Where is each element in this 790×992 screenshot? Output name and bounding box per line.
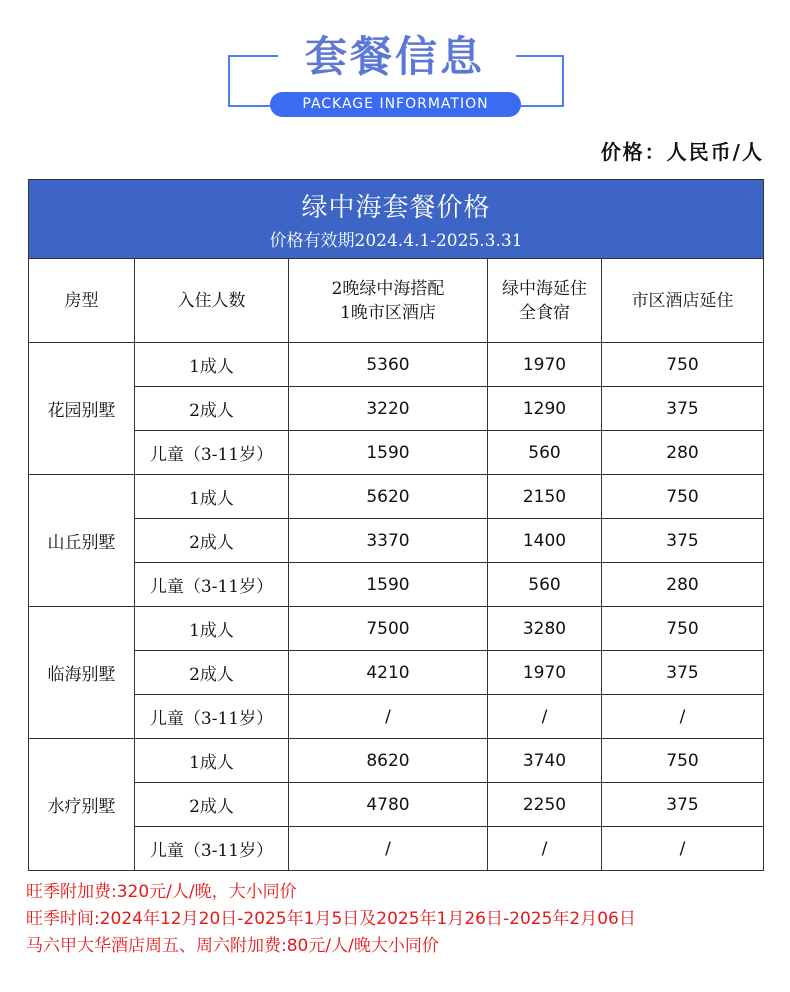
guests-cell: 2成人 — [135, 651, 289, 695]
guests-cell: 1成人 — [135, 739, 289, 783]
extend-full-board-cell: 1290 — [488, 387, 602, 431]
column-header-row — [29, 259, 764, 343]
extend-full-board-cell: 1970 — [488, 651, 602, 695]
note-peak-period: 旺季时间:2024年12月20日-2025年1月5日及2025年1月26日-2025年2月06日 — [26, 909, 636, 929]
city-hotel-cell: 375 — [602, 783, 764, 827]
extend-full-board-cell: 560 — [488, 431, 602, 475]
table-row — [29, 783, 764, 827]
city-hotel-cell: 375 — [602, 651, 764, 695]
validity-period: 价格有效期2024.4.1-2025.3.31 — [269, 231, 523, 251]
extend-full-board-cell: 2250 — [488, 783, 602, 827]
package-price-cell: / — [289, 695, 488, 739]
package-price-cell: 1590 — [289, 563, 488, 607]
col-header-package: 2晚绿中海搭配 1晚市区酒店 — [289, 259, 488, 343]
right-bracket-decoration — [516, 55, 564, 107]
table-row — [29, 739, 764, 783]
city-hotel-cell: 280 — [602, 431, 764, 475]
city-hotel-cell: 750 — [602, 343, 764, 387]
subtitle-pill: PACKAGE INFORMATION — [270, 92, 521, 117]
guests-cell: 儿童（3-11岁） — [135, 827, 289, 871]
guests-cell: 2成人 — [135, 783, 289, 827]
room-type-cell: 山丘别墅 — [29, 475, 135, 607]
table-row — [29, 827, 764, 871]
package-price-cell: 8620 — [289, 739, 488, 783]
extend-full-board-cell: 1400 — [488, 519, 602, 563]
city-hotel-cell: / — [602, 827, 764, 871]
package-price-cell: 1590 — [289, 431, 488, 475]
city-hotel-cell: 750 — [602, 607, 764, 651]
extend-full-board-cell: 3280 — [488, 607, 602, 651]
city-hotel-cell: 750 — [602, 739, 764, 783]
city-hotel-cell: 750 — [602, 475, 764, 519]
city-hotel-cell: 375 — [602, 519, 764, 563]
page-header — [0, 0, 790, 130]
guests-cell: 儿童（3-11岁） — [135, 563, 289, 607]
package-price-cell: 4780 — [289, 783, 488, 827]
table-row — [29, 563, 764, 607]
guests-cell: 2成人 — [135, 387, 289, 431]
extend-full-board-cell: 3740 — [488, 739, 602, 783]
package-price-cell: 7500 — [289, 607, 488, 651]
city-hotel-cell: / — [602, 695, 764, 739]
extend-full-board-cell: 2150 — [488, 475, 602, 519]
guests-cell: 儿童（3-11岁） — [135, 431, 289, 475]
room-type-cell: 花园别墅 — [29, 343, 135, 475]
city-hotel-cell: 280 — [602, 563, 764, 607]
package-price-cell: 3370 — [289, 519, 488, 563]
col-header-extend-full-board: 绿中海延住 全食宿 — [488, 259, 602, 343]
table-title: 绿中海套餐价格 — [301, 193, 491, 223]
note-weekend-surcharge: 马六甲大华酒店周五、周六附加费:80元/人/晚大小同价 — [26, 936, 439, 956]
note-peak-surcharge: 旺季附加费:320元/人/晚，大小同价 — [26, 882, 297, 902]
package-price-cell: 5360 — [289, 343, 488, 387]
table-row — [29, 343, 764, 387]
extend-full-board-cell: / — [488, 827, 602, 871]
table-row — [29, 695, 764, 739]
price-table — [28, 179, 764, 871]
price-unit-label: 价格：人民币/人 — [600, 140, 764, 164]
guests-cell: 儿童（3-11岁） — [135, 695, 289, 739]
table-row — [29, 475, 764, 519]
table-banner — [29, 180, 764, 259]
table-row — [29, 431, 764, 475]
extend-full-board-cell: / — [488, 695, 602, 739]
col-header-guests: 入住人数 — [135, 259, 289, 343]
notes — [26, 879, 636, 960]
table-row — [29, 607, 764, 651]
package-price-cell: 5620 — [289, 475, 488, 519]
guests-cell: 1成人 — [135, 343, 289, 387]
extend-full-board-cell: 1970 — [488, 343, 602, 387]
table-row — [29, 519, 764, 563]
city-hotel-cell: 375 — [602, 387, 764, 431]
package-price-cell: 4210 — [289, 651, 488, 695]
room-type-cell: 水疗别墅 — [29, 739, 135, 871]
page-title: 套餐信息 — [304, 32, 485, 81]
table-row — [29, 651, 764, 695]
guests-cell: 1成人 — [135, 607, 289, 651]
package-price-cell: 3220 — [289, 387, 488, 431]
extend-full-board-cell: 560 — [488, 563, 602, 607]
room-type-cell: 临海别墅 — [29, 607, 135, 739]
guests-cell: 2成人 — [135, 519, 289, 563]
table-row — [29, 387, 764, 431]
col-header-city-hotel: 市区酒店延住 — [602, 259, 764, 343]
guests-cell: 1成人 — [135, 475, 289, 519]
col-header-room-type: 房型 — [29, 259, 135, 343]
package-price-cell: / — [289, 827, 488, 871]
